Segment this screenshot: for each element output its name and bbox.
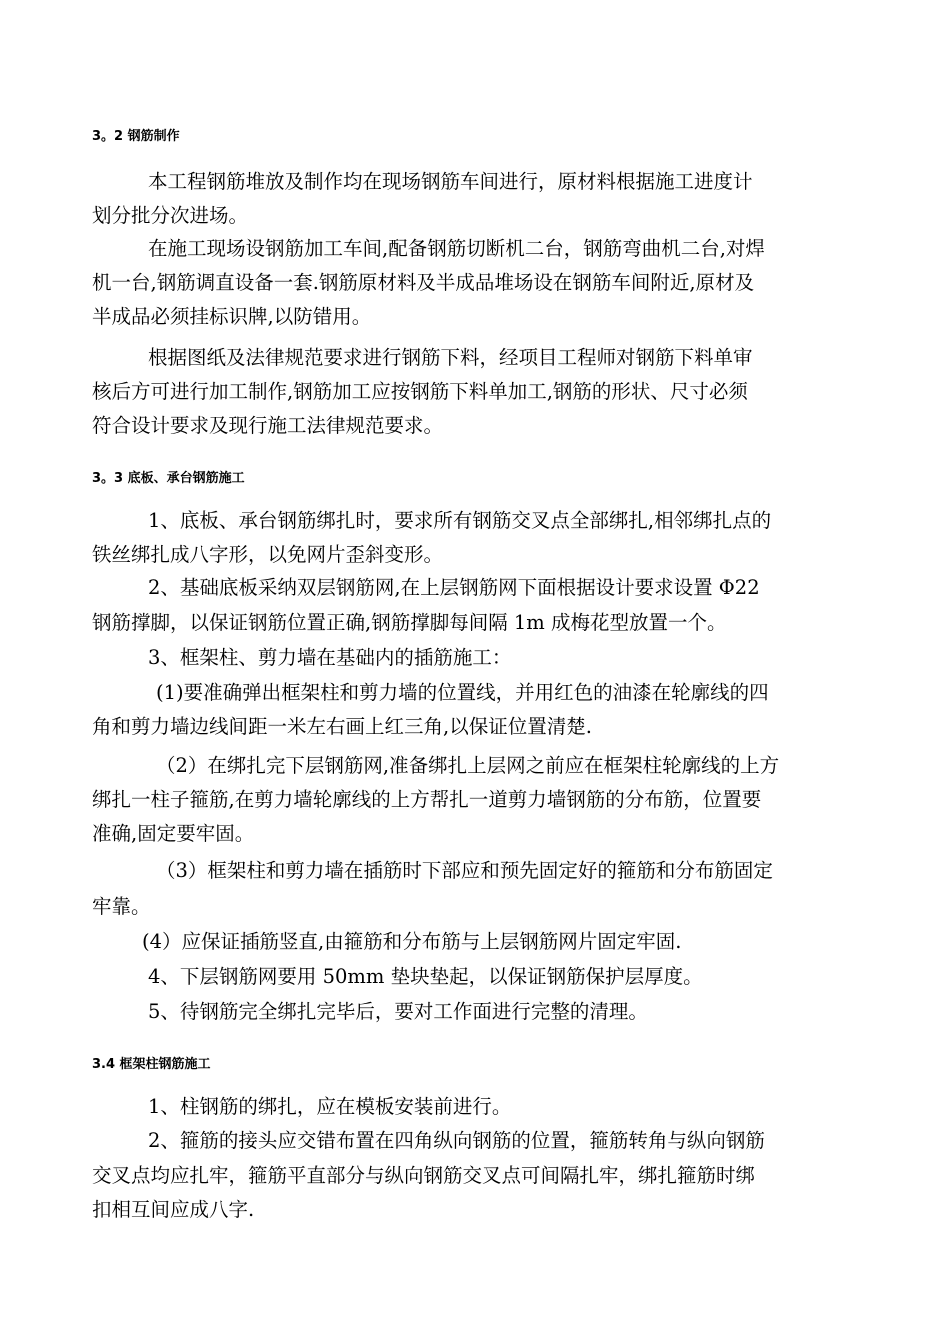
paragraph-line: 绑扎一柱子箍筋,在剪力墙轮廓线的上方帮扎一道剪力墙钢筋的分布筋，位置要 [92,788,762,811]
paragraph-line: 机一台,钢筋调直设备一套.钢筋原材料及半成品堆场设在钢筋车间附近,原材及 [92,271,755,294]
section-heading: 3。2 钢筋制作 [92,129,180,144]
section-heading: 3.4 框架柱钢筋施工 [92,1057,211,1072]
paragraph-line: 核后方可进行加工制作,钢筋加工应按钢筋下料单加工,钢筋的形状、尺寸必须 [92,380,748,403]
paragraph-line: 扣相互间应成八字. [92,1198,255,1221]
paragraph-line: 3、框架柱、剪力墙在基础内的插筋施工： [148,646,512,669]
paragraph-line: 4、下层钢筋网要用 50mm 垫块垫起，以保证钢筋保护层厚度。 [148,965,703,988]
paragraph-line: 符合设计要求及现行施工法律规范要求。 [92,414,444,437]
paragraph-line: (4）应保证插筋竖直,由箍筋和分布筋与上层钢筋网片固定牢固. [142,930,682,953]
paragraph-line: 铁丝绑扎成八字形，以免网片歪斜变形。 [92,543,444,566]
paragraph-line: （2）在绑扎完下层钢筋网,准备绑扎上层网之前应在框架柱轮廓线的上方 [156,754,780,777]
paragraph-line: 半成品必须挂标识牌,以防错用。 [92,305,372,328]
paragraph-line: 角和剪力墙边线间距一米左右画上红三角,以保证位置清楚. [92,715,592,738]
paragraph-line: 2、基础底板采纳双层钢筋网,在上层钢筋网下面根据设计要求设置 Φ22 [148,576,760,599]
paragraph-line: 2、箍筋的接头应交错布置在四角纵向钢筋的位置，箍筋转角与纵向钢筋 [148,1129,765,1152]
paragraph-line: 1、底板、承台钢筋绑扎时，要求所有钢筋交叉点全部绑扎,相邻绑扎点的 [148,509,772,532]
paragraph-line: 根据图纸及法律规范要求进行钢筋下料，经项目工程师对钢筋下料单审 [148,346,753,369]
paragraph-line: 在施工现场设钢筋加工车间,配备钢筋切断机二台，钢筋弯曲机二台,对焊 [148,237,765,260]
paragraph-line: 5、待钢筋完全绑扎完毕后，要对工作面进行完整的清理。 [148,1000,648,1023]
paragraph-line: 牢靠。 [92,895,151,918]
section-heading: 3。3 底板、承台钢筋施工 [92,471,245,486]
paragraph-line: 划分批分次进场。 [92,204,249,227]
paragraph-line: 准确,固定要牢固。 [92,822,255,845]
paragraph-line: 交叉点均应扎牢，箍筋平直部分与纵向钢筋交叉点可间隔扎牢，绑扎箍筋时绑 [92,1164,756,1187]
paragraph-line: 1、柱钢筋的绑扎，应在模板安装前进行。 [148,1095,512,1118]
paragraph-line: 钢筋撑脚，以保证钢筋位置正确,钢筋撑脚每间隔 1m 成梅花型放置一个。 [92,611,727,634]
paragraph-line: 本工程钢筋堆放及制作均在现场钢筋车间进行，原材料根据施工进度计 [148,170,753,193]
paragraph-line: （3）框架柱和剪力墙在插筋时下部应和预先固定好的箍筋和分布筋固定 [156,859,773,882]
paragraph-line: (1)要准确弹出框架柱和剪力墙的位置线，并用红色的油漆在轮廓线的四 [156,681,769,704]
